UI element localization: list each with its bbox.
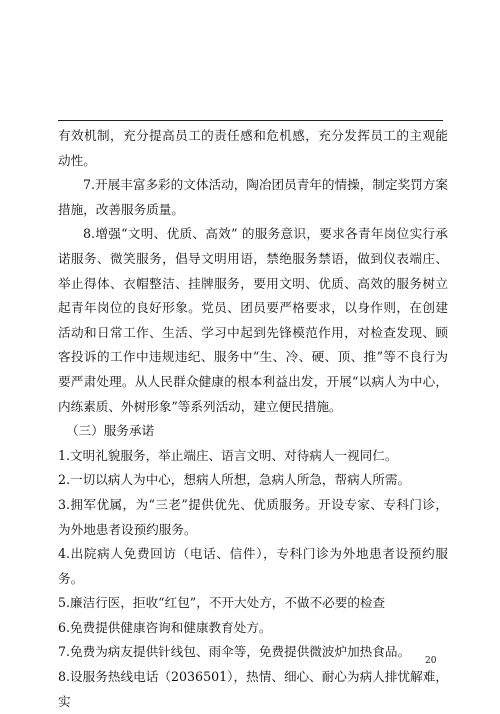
- promise-item-5: 5.廉洁行医，拒收“红包”，不开大处方，不做不必要的检查: [58, 595, 386, 611]
- promise-item-1: 1.文明礼貌服务，举止端庄、语言文明、对待病人一视同仁。: [58, 447, 398, 463]
- promise-item-4: 4.出院病人免费回访（电话、信件），专科门诊为外地患者设预约服务。: [58, 546, 448, 586]
- body-text: [58, 124, 448, 714]
- promise-item-8: 8.设服务热线电话（2036501），热情、细心、耐心为病人排忧解难，实: [58, 669, 448, 709]
- paragraph-item-7: 7.开展丰富多彩的文体活动，陶冶团员青年的情操，制定奖罚方案措施，改善服务质量。: [58, 177, 448, 217]
- page-number: 20: [425, 656, 437, 666]
- promise-item-2: 2.一切以病人为中心，想病人所想，急病人所急，帮病人所需。: [58, 472, 411, 488]
- promise-item-3: 3.拥军优属，为“三老”提供优先、优质服务。开设专家、专科门诊，为外地患者设预约服务。: [58, 496, 448, 537]
- promise-item-7: 7.免费为病友提供针线包、雨伞等，免费提供微波炉加热食品。: [58, 644, 411, 660]
- paragraph-intro: 有效机制，充分提高员工的责任感和危机感，充分发挥员工的主观能动性。: [58, 128, 448, 168]
- section-title: （三）服务承诺: [66, 423, 155, 439]
- header-rule: [58, 120, 443, 121]
- promise-item-6: 6.免费提供健康咨询和健康教育处方。: [58, 619, 272, 635]
- paragraph-item-8: 8.增强“文明、优质、高效” 的服务意识，要求各青年岗位实行承诺服务、微笑服务，倡导文明用语，禁绝服务禁语，做到仪表端庄、举止得体、衣帽整洁、挂牌服务，要用文明、优质、高效的服务树立起青年岗位的良好形象。党员、团员要严格要求，以身作则，在创建活动和日常工作、生活、学习中起到先锋模范作用，对检查发现、顾客投诉的工作中违规违纪、服务中“生、冷、硬、顶、推”等不良行为要严肃处理。从人民群众健康的根本利益出发，开展“以病人为中心，内练素质、外树形象”等系列活动，建立便民措施。: [58, 226, 448, 414]
